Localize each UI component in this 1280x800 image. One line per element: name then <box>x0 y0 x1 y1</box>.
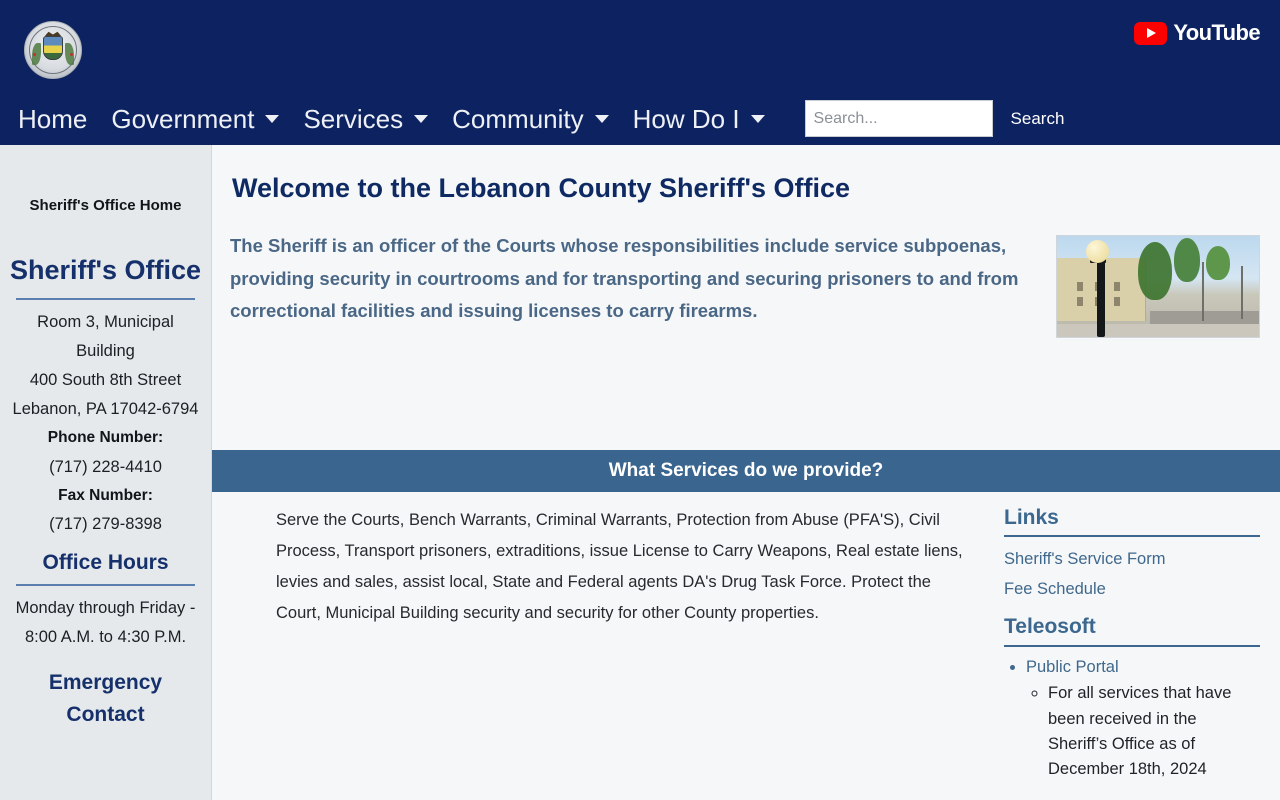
page-title: Welcome to the Lebanon County Sheriff's Office <box>232 173 850 203</box>
search-input[interactable] <box>805 100 993 137</box>
nav-label-community: Community <box>452 103 584 134</box>
seal-shield-icon <box>43 36 63 60</box>
link-public-portal[interactable]: Public Portal <box>1026 657 1119 676</box>
nav-item-services[interactable] <box>291 103 440 134</box>
links-divider <box>1004 535 1260 537</box>
link-fee-schedule[interactable]: Fee Schedule <box>1004 580 1106 599</box>
site-header <box>0 0 1280 145</box>
sidebar-divider <box>16 584 195 586</box>
youtube-link[interactable] <box>1134 20 1260 46</box>
photo-lamp-post <box>1097 254 1105 337</box>
services-banner: What Services do we provide? <box>212 450 1280 492</box>
youtube-play-icon <box>1134 22 1167 45</box>
public-portal-sublist <box>1048 681 1260 781</box>
main-navigation <box>0 92 1280 145</box>
links-column <box>995 492 1280 800</box>
photo-sidewalk <box>1057 324 1259 337</box>
sidebar-divider <box>16 298 195 300</box>
teleosoft-list <box>1026 654 1260 782</box>
list-item-portal-note: ◦ For all services that have been received in the Sheriff’s Office as of December 18th, 2024 <box>1048 681 1260 781</box>
sidebar-emergency-contact-title: Emergency Contact <box>48 670 163 726</box>
intro-paragraph: The Sheriff is an officer of the Courts whose responsibilities include service subpoenas, providing security in courtrooms and for transporting and securing prisoners to and from correctional facilities and issuing licenses to carry firearms. <box>230 235 1019 322</box>
sidebar-hours-line-1: Monday through Friday - <box>15 598 196 617</box>
main-content <box>212 145 1280 800</box>
sidebar-office-title: Sheriff's Office <box>10 255 201 285</box>
links-heading: Links <box>1004 506 1059 529</box>
services-paragraph: Serve the Courts, Bench Warrants, Criminal Warrants, Protection from Abuse (PFA'S), Civil Process, Transport prisoners, extraditions, issue License to Carry Weapons, Real estate liens, levies and sales, assist local, State and Federal agents DA's Drug Task Force. Protect the Court, Municipal Building security and security for other County properties. <box>276 511 963 622</box>
sidebar-phone-label: Phone Number: <box>47 429 164 447</box>
teleosoft-divider <box>1004 645 1260 647</box>
youtube-label: YouTube <box>1173 20 1260 45</box>
page-body <box>0 145 1280 800</box>
nav-label-how-do-i: How Do I <box>632 103 740 134</box>
link-sheriffs-service-form[interactable]: Sheriff's Service Form <box>1004 550 1166 569</box>
intro-section <box>230 230 1280 338</box>
nav-item-community[interactable] <box>440 103 620 134</box>
search-button[interactable]: Search <box>1010 108 1065 128</box>
photo-tree <box>1138 242 1172 300</box>
nav-item-how-do-i[interactable] <box>621 103 777 134</box>
chevron-down-icon <box>751 115 765 123</box>
chevron-down-icon <box>595 115 609 123</box>
municipal-building-photo <box>1056 235 1260 338</box>
photo-tree <box>1206 246 1230 280</box>
nav-label-services: Services <box>303 103 404 134</box>
services-section <box>212 492 1280 800</box>
sidebar-address-line-3: Lebanon, PA 17042-6794 <box>12 400 199 419</box>
nav-item-home[interactable] <box>6 103 99 134</box>
sidebar <box>0 145 212 800</box>
list-item-public-portal[interactable] <box>1026 654 1260 782</box>
sidebar-phone-value: (717) 228-4410 <box>49 457 162 476</box>
teleosoft-heading: Teleosoft <box>1004 615 1096 639</box>
sidebar-hours-line-2: 8:00 A.M. to 4:30 P.M. <box>24 627 187 646</box>
nav-item-government[interactable] <box>99 103 291 134</box>
county-seal-logo[interactable] <box>24 21 82 79</box>
sidebar-fax-value: (717) 279-8398 <box>49 514 162 533</box>
nav-label-home: Home <box>18 103 88 134</box>
photo-tree <box>1174 238 1200 282</box>
sidebar-item-sheriffs-office-home[interactable]: Sheriff's Office Home <box>29 197 182 214</box>
nav-label-government: Government <box>111 103 255 134</box>
sidebar-office-hours-title: Office Hours <box>42 550 169 574</box>
sidebar-fax-label: Fax Number: <box>58 486 153 504</box>
chevron-down-icon <box>265 115 279 123</box>
sidebar-address-line-1: Room 3, Municipal Building <box>37 313 174 361</box>
chevron-down-icon <box>414 115 428 123</box>
sidebar-address-line-2: 400 South 8th Street <box>29 371 182 390</box>
